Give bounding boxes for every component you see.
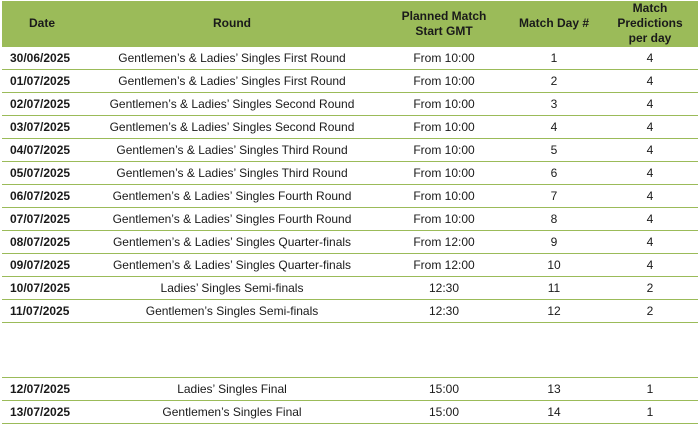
round-cell: Gentlemen’s & Ladies’ Singles First Round (82, 70, 382, 93)
date-cell: 07/07/2025 (2, 208, 82, 231)
match-day-cell: 7 (506, 185, 602, 208)
schedule-table (2, 1, 698, 323)
table-row (2, 208, 698, 231)
predictions-cell: 4 (602, 116, 698, 139)
table-row (2, 47, 698, 70)
round-cell: Gentlemen’s & Ladies’ Singles Fourth Round (82, 208, 382, 231)
start-time-cell: From 10:00 (382, 47, 506, 70)
table-row (2, 93, 698, 116)
match-day-cell: 14 (506, 401, 602, 424)
date-cell: 10/07/2025 (2, 277, 82, 300)
match-day-cell: 6 (506, 162, 602, 185)
match-day-cell: 2 (506, 70, 602, 93)
table-row (2, 116, 698, 139)
start-time-cell: 12:30 (382, 277, 506, 300)
schedule-body (2, 47, 698, 323)
round-cell: Ladies’ Singles Final (82, 378, 382, 401)
date-cell: 01/07/2025 (2, 70, 82, 93)
match-day-cell: 3 (506, 93, 602, 116)
start-time-cell: From 10:00 (382, 208, 506, 231)
date-cell: 04/07/2025 (2, 139, 82, 162)
table-row (2, 162, 698, 185)
header-date-label: Date (28, 16, 55, 30)
predictions-cell: 4 (602, 139, 698, 162)
start-time-cell: From 12:00 (382, 254, 506, 277)
finals-body (2, 378, 698, 424)
table-row (2, 378, 698, 401)
start-time-cell: From 10:00 (382, 162, 506, 185)
round-cell: Gentlemen’s & Ladies’ Singles Third Round (82, 139, 382, 162)
round-cell: Gentlemen’s & Ladies’ Singles Third Round (82, 162, 382, 185)
date-cell: 11/07/2025 (2, 300, 82, 323)
predictions-cell: 4 (602, 254, 698, 277)
round-cell: Gentlemen’s & Ladies’ Singles Fourth Round (82, 185, 382, 208)
header-row (2, 1, 698, 47)
round-cell: Gentlemen’s & Ladies’ Singles Quarter-finals (82, 231, 382, 254)
predictions-cell: 4 (602, 47, 698, 70)
predictions-cell: 2 (602, 300, 698, 323)
header-match-day-label: Match Day # (518, 16, 590, 30)
table-row (2, 254, 698, 277)
predictions-cell: 1 (602, 378, 698, 401)
date-cell: 06/07/2025 (2, 185, 82, 208)
round-cell: Gentlemen’s Singles Final (82, 401, 382, 424)
round-cell: Gentlemen’s & Ladies’ Singles First Round (82, 47, 382, 70)
date-cell: 09/07/2025 (2, 254, 82, 277)
match-day-cell: 9 (506, 231, 602, 254)
table-row (2, 139, 698, 162)
date-cell: 08/07/2025 (2, 231, 82, 254)
start-time-cell: From 12:00 (382, 231, 506, 254)
date-cell: 12/07/2025 (2, 378, 82, 401)
round-cell: Gentlemen’s & Ladies’ Singles Second Round (82, 93, 382, 116)
match-day-cell: 13 (506, 378, 602, 401)
header-start-line1: Planned Match (401, 8, 487, 23)
header-round-label: Round (213, 16, 251, 30)
table-row (2, 185, 698, 208)
match-day-cell: 8 (506, 208, 602, 231)
start-time-cell: 15:00 (382, 378, 506, 401)
start-time-cell: From 10:00 (382, 116, 506, 139)
match-day-cell: 11 (506, 277, 602, 300)
date-cell: 02/07/2025 (2, 93, 82, 116)
date-cell: 30/06/2025 (2, 47, 82, 70)
start-time-cell: From 10:00 (382, 139, 506, 162)
finals-table (2, 377, 698, 424)
start-time-cell: From 10:00 (382, 70, 506, 93)
header-start-time (382, 1, 506, 47)
date-cell: 13/07/2025 (2, 401, 82, 424)
date-cell: 03/07/2025 (2, 116, 82, 139)
table-row (2, 277, 698, 300)
match-day-cell: 12 (506, 300, 602, 323)
header-predictions-line1: Match Predictions (617, 1, 683, 30)
header-start-line2: Start GMT (415, 23, 473, 38)
predictions-cell: 4 (602, 162, 698, 185)
predictions-cell: 4 (602, 70, 698, 93)
predictions-cell: 4 (602, 93, 698, 116)
table-row (2, 401, 698, 424)
round-cell: Gentlemen’s Singles Semi-finals (82, 300, 382, 323)
start-time-cell: From 10:00 (382, 185, 506, 208)
match-day-cell: 10 (506, 254, 602, 277)
start-time-cell: From 10:00 (382, 93, 506, 116)
predictions-cell: 4 (602, 208, 698, 231)
header-predictions (602, 1, 698, 47)
date-cell: 05/07/2025 (2, 162, 82, 185)
header-date (2, 1, 82, 47)
match-day-cell: 5 (506, 139, 602, 162)
header-predictions-line2: per day (628, 31, 672, 45)
table-row (2, 300, 698, 323)
table-row (2, 231, 698, 254)
table-row (2, 70, 698, 93)
predictions-cell: 4 (602, 185, 698, 208)
header-match-day (506, 1, 602, 47)
round-cell: Ladies’ Singles Semi-finals (82, 277, 382, 300)
predictions-cell: 4 (602, 231, 698, 254)
predictions-cell: 2 (602, 277, 698, 300)
header-round (82, 1, 382, 47)
predictions-cell: 1 (602, 401, 698, 424)
round-cell: Gentlemen’s & Ladies’ Singles Quarter-finals (82, 254, 382, 277)
round-cell: Gentlemen’s & Ladies’ Singles Second Round (82, 116, 382, 139)
start-time-cell: 12:30 (382, 300, 506, 323)
match-day-cell: 1 (506, 47, 602, 70)
match-day-cell: 4 (506, 116, 602, 139)
start-time-cell: 15:00 (382, 401, 506, 424)
